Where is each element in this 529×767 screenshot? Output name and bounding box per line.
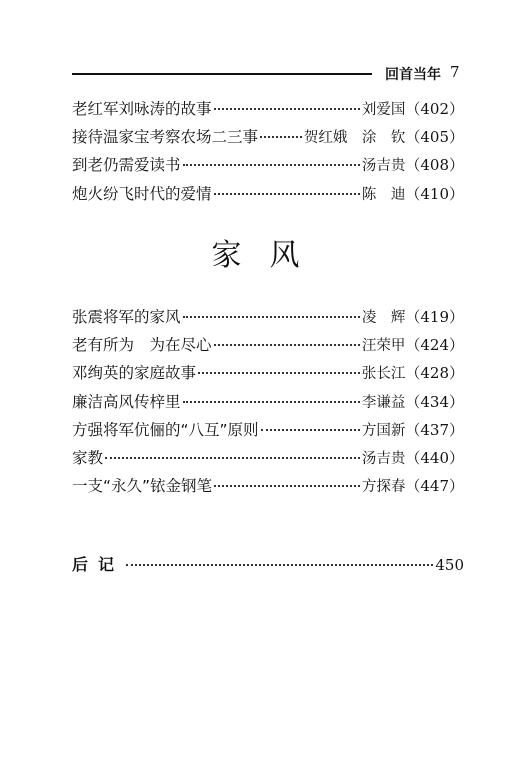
toc-entry[interactable] xyxy=(72,305,464,333)
toc-entry-title: 接待温家宝考察农场二三事 xyxy=(72,128,259,147)
toc-entry-page: （440） xyxy=(405,448,464,467)
toc-entry[interactable] xyxy=(72,418,464,446)
toc-entry-page: （424） xyxy=(405,336,464,355)
toc-entry-page: （447） xyxy=(405,477,464,496)
toc-entry-title: 廉洁高风传梓里 xyxy=(72,392,181,411)
page-number: 7 xyxy=(450,63,460,81)
toc-entry-page: （402） xyxy=(405,100,464,118)
afterword-entry[interactable] xyxy=(72,552,464,575)
toc-entry-author: 汤吉贵 xyxy=(361,450,406,467)
toc-entry[interactable] xyxy=(72,333,464,361)
toc-entry-title: 到老仍需爱读书 xyxy=(72,156,181,175)
toc-entry-title: 家教 xyxy=(72,448,104,467)
toc-leader-dots xyxy=(105,457,360,459)
toc-entry-page: （428） xyxy=(405,364,464,383)
toc-leader-dots xyxy=(214,344,360,346)
toc-entry-author: 凌 辉 xyxy=(361,310,406,326)
toc-leader-dots xyxy=(126,564,433,566)
toc-entry[interactable] xyxy=(72,182,464,210)
toc-entry-author: 汤吉贵 xyxy=(361,158,406,175)
toc-entry-page: （437） xyxy=(405,420,464,439)
toc-entry[interactable] xyxy=(72,97,464,125)
toc-entry-title: 邓绚英的家庭故事 xyxy=(72,364,197,383)
toc-entry-title: 炮火纷飞时代的爱情 xyxy=(72,184,212,203)
afterword-page: 450 xyxy=(435,556,464,574)
toc-entry-page: （405） xyxy=(405,128,464,147)
toc-entry-author: 汪荣甲 xyxy=(361,338,406,355)
toc-entry-author: 刘爱国 xyxy=(361,102,406,118)
toc-group-1 xyxy=(72,97,464,210)
header-title: 回首当年 xyxy=(385,67,441,83)
toc-leader-dots xyxy=(183,316,360,318)
toc-leader-dots xyxy=(198,372,360,374)
toc-leader-dots xyxy=(183,164,360,166)
toc-entry-author: 方国新 xyxy=(361,422,406,439)
header-rule xyxy=(72,73,372,75)
toc-entry-author: 张长江 xyxy=(361,366,406,383)
toc-entry-title: 老红军刘咏涛的故事 xyxy=(72,100,212,118)
toc-entry-title: 一支“永久”铱金钢笔 xyxy=(72,477,213,496)
toc-entry-author: 李谦益 xyxy=(361,394,406,411)
toc-entry-page: （410） xyxy=(405,184,464,203)
toc-group-2 xyxy=(72,305,464,502)
toc-entry-page: （434） xyxy=(405,392,464,411)
toc-entry-author: 贺红娥 涂 钦 xyxy=(303,130,406,147)
toc-leader-dots xyxy=(261,429,360,431)
toc-entry[interactable] xyxy=(72,153,464,181)
toc-leader-dots xyxy=(214,485,360,487)
toc-entry-title: 老有所为 为在尽心 xyxy=(72,336,212,355)
toc-leader-dots xyxy=(260,136,302,138)
toc-entry-page: （419） xyxy=(405,308,464,326)
toc-entry-author: 方探春 xyxy=(361,479,406,496)
toc-leader-dots xyxy=(214,193,360,195)
toc-entry-title: 张震将军的家风 xyxy=(72,308,181,326)
toc-entry-title: 方强将军伉俪的“八互”原则 xyxy=(72,420,259,439)
toc-leader-dots xyxy=(183,401,360,403)
toc-leader-dots xyxy=(214,108,360,110)
toc-entry[interactable] xyxy=(72,446,464,474)
toc-entry-author: 陈 迪 xyxy=(361,186,406,203)
toc-entry[interactable] xyxy=(72,474,464,502)
toc-entry-page: （408） xyxy=(405,156,464,175)
section-title: 家风 xyxy=(211,238,328,273)
toc-entry[interactable] xyxy=(72,125,464,153)
toc-entry[interactable] xyxy=(72,361,464,389)
toc-entry[interactable] xyxy=(72,390,464,418)
afterword-title: 后记 xyxy=(72,555,125,574)
